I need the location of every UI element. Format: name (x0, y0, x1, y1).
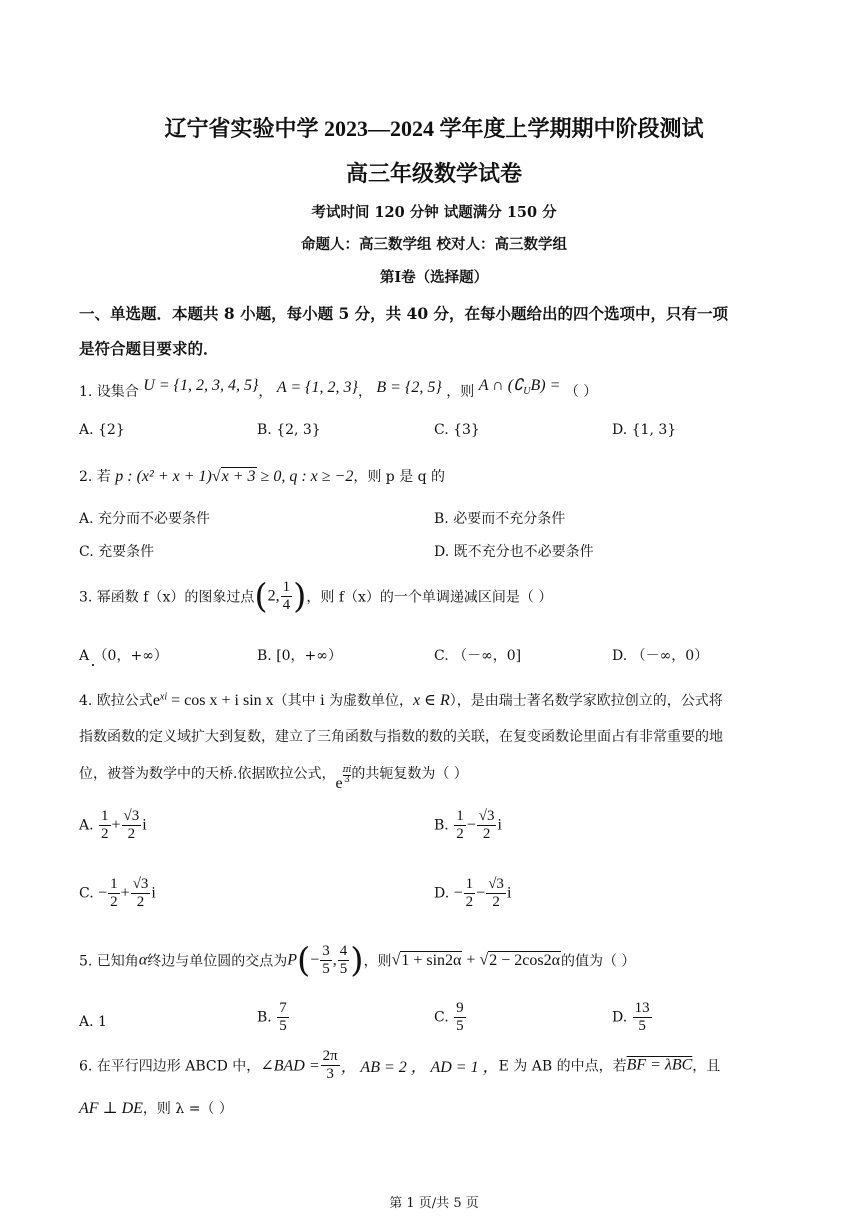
q4-e-sup: xi (159, 691, 168, 703)
q2-p-tail: ≥ 0, q : x ≥ −2 (256, 468, 354, 485)
authors: 命题人：高三数学组 校对人：高三数学组 (300, 236, 568, 253)
q2-radicand: x + 3 (221, 468, 256, 485)
q5-point-p: P (287, 951, 297, 969)
q2-prefix: 2. 若 (79, 469, 111, 485)
q4-option-b: B. $\frac{1}{2}$ − $\frac{√3}{2}$ i (434, 808, 502, 842)
q5-mid: 终边与单位圆的交点为 (147, 953, 288, 970)
q1-option-b: B. {2, 3} (257, 422, 321, 438)
question-6-line-2 (79, 1098, 233, 1118)
page-footer: 第 1 页/共 5 页 (389, 1196, 479, 1211)
q5-tail: 的值为（ ） (560, 953, 636, 970)
q1-paren: （ ） (564, 384, 598, 400)
q2-option-a: A. 充分而不必要条件 (79, 511, 211, 527)
q6-prefix: 6. 在平行四边形 ABCD 中， (79, 1058, 261, 1075)
q4-option-d: D. − $\frac{1}{2}$ − $\frac{√3}{2}$ i (434, 876, 512, 910)
q4-line1-tail: ），是由瑞士著名数学家欧拉创立的，公式将 (449, 693, 723, 709)
q1-set-a: A = {1, 2, 3} (276, 379, 358, 396)
q1-expr-2: B) = (530, 377, 561, 394)
q4-note: （其中 i 为虚数单位， (273, 693, 414, 709)
question-3-stem: 3. 幂函数 f（x）的图象过点(2, $\frac{1}{4}$ )，则 f（x）的一个单调递减区间是（ ） (79, 576, 553, 617)
question-5-stem: 5. 已知角α终边与单位圆的交点为P(− $\frac{3}{5}$ , $\frac{4}{5}$ )，则√1 + sin2α + √2 − 2cos2α的值为（ ） (79, 940, 636, 981)
q3-prefix: 3. 幂函数 f（x）的图象过点 (79, 589, 255, 606)
q2-option-c: C. 充要条件 (79, 544, 155, 560)
q3-tail: ，则 f（x）的一个单调递减区间是（ ） (306, 589, 553, 606)
title-line-2: 高三年级数学试卷 (345, 161, 522, 186)
q5-radicand-1: 1 + sin2α (401, 951, 462, 969)
q4-exp-den: 3 (344, 775, 350, 785)
q6-perp: AF ⊥ DE (79, 1100, 143, 1117)
q5-option-d: D. $\frac{13}{5}$ (612, 1000, 650, 1034)
scan-speck (92, 664, 94, 666)
question-2-stem: 2. 若 p : (x² + x + 1)√x + 3 ≥ 0, q : x ≥ −2，则 p 是 q 的 (79, 468, 446, 485)
q3-option-b: B. [0，+∞） (257, 648, 342, 664)
question-4-line-3 (79, 763, 468, 791)
q3-point-x: 2, (267, 587, 280, 605)
q1-then: ，则 (446, 384, 475, 400)
q5-alpha: α (138, 951, 148, 969)
q4-line3-a: 位，被誉为数学中的天桥.依据欧拉公式， (79, 766, 336, 782)
q6-line2-tail: ，则 λ =（ ） (142, 1101, 233, 1117)
q5-option-b: B. $\frac{7}{5}$ (257, 1000, 287, 1034)
q4-line3-tail: 的共轭复数为（ ） (351, 766, 468, 782)
q4-x-in-r: x ∈ R (413, 692, 450, 709)
title-line-1: 辽宁省实验中学 2023—2024 学年度上学期期中阶段测试 (164, 116, 704, 141)
q5-option-c: C. $\frac{9}{5}$ (434, 1000, 464, 1034)
q6-tail: ，且 (692, 1058, 721, 1075)
q6-vector-eq: BF = λBC (626, 1056, 693, 1074)
q1-option-a: A. {2} (79, 422, 125, 438)
q2-tail: ，则 p 是 q 的 (353, 469, 446, 485)
q1-complement-subscript: U (523, 386, 531, 398)
question-6-line-1: 6. 在平行四边形 ABCD 中，∠BAD = $\frac{2\pi}{3}$ ， AB = 2 ， AD = 1 ，E 为 AB 的中点，若BF = λBC，且 (79, 1048, 721, 1082)
q2-option-b: B. 必要而不充分条件 (434, 511, 566, 527)
q1-expr: A ∩ (∁ (478, 377, 524, 394)
q1-option-c: C. {3} (434, 422, 480, 438)
q3-option-a: A （0，+∞） (79, 648, 168, 664)
q2-p-expr: p : (x² + x + 1) (115, 468, 212, 485)
q1-prefix: 1. 设集合 (79, 384, 139, 400)
q5-prefix: 5. 已知角 (79, 953, 139, 970)
question-1-stem: 1. 设集合 U = {1, 2, 3, 4, 5}， A = {1, 2, 3}， B = {2, 5} ，则 A ∩ $(∁_UB)$ = （ ） (79, 377, 598, 400)
q1-set-b: B = {2, 5} (376, 379, 442, 396)
q4-e-base: e (335, 775, 343, 792)
q2-option-d: D. 既不充分也不必要条件 (434, 544, 594, 560)
q5-radicand-2: 2 − 2cos2α (489, 951, 560, 969)
q4-prefix: 4. 欧拉公式 (79, 693, 153, 709)
question-4-line-1 (79, 690, 723, 710)
q4-option-a: A. $\frac{1}{2}$ + $\frac{√3}{2}$ i (79, 808, 147, 842)
q3-option-d: D. （－∞，0） (612, 648, 709, 664)
section-heading-line-1: 一、单选题．本题共 8 小题，每小题 5 分，共 40 分，在每小题给出的四个选项中，只有一项 (79, 304, 729, 323)
q6-lengths: ， AB = 2 ， AD = 1 ， (340, 1059, 499, 1076)
q3-point-num: 1 (282, 579, 291, 595)
volume-heading: 第Ⅰ卷（选择题） (379, 269, 489, 286)
exam-info: 考试时间 120 分钟 试题满分 150 分 (311, 204, 557, 221)
q6-mid: E 为 AB 的中点，若 (498, 1058, 627, 1075)
q5-option-a: A. 1 (79, 1014, 107, 1030)
q1-option-d: D. {1, 3} (612, 422, 677, 438)
q3-option-c: C. （－∞，0] (434, 648, 522, 664)
q3-point-den: 4 (282, 597, 291, 613)
q4-option-c: C. − $\frac{1}{2}$ + $\frac{√3}{2}$ i (79, 876, 156, 910)
q4-e: e (152, 692, 160, 709)
q4-exp-num: πi (342, 765, 352, 775)
q4-formula-rest: = cos x + i sin x (167, 692, 274, 709)
q1-set-u: U = {1, 2, 3, 4, 5} (143, 377, 259, 394)
q6-angle: ∠BAD = (260, 1057, 320, 1075)
question-4-line-2: 指数函数的定义域扩大到复数，建立了三角函数与指数的数的关联，在复变函数论里面占有非常重要的地 (79, 729, 723, 745)
section-heading-line-2: 是符合题目要求的． (79, 339, 219, 358)
